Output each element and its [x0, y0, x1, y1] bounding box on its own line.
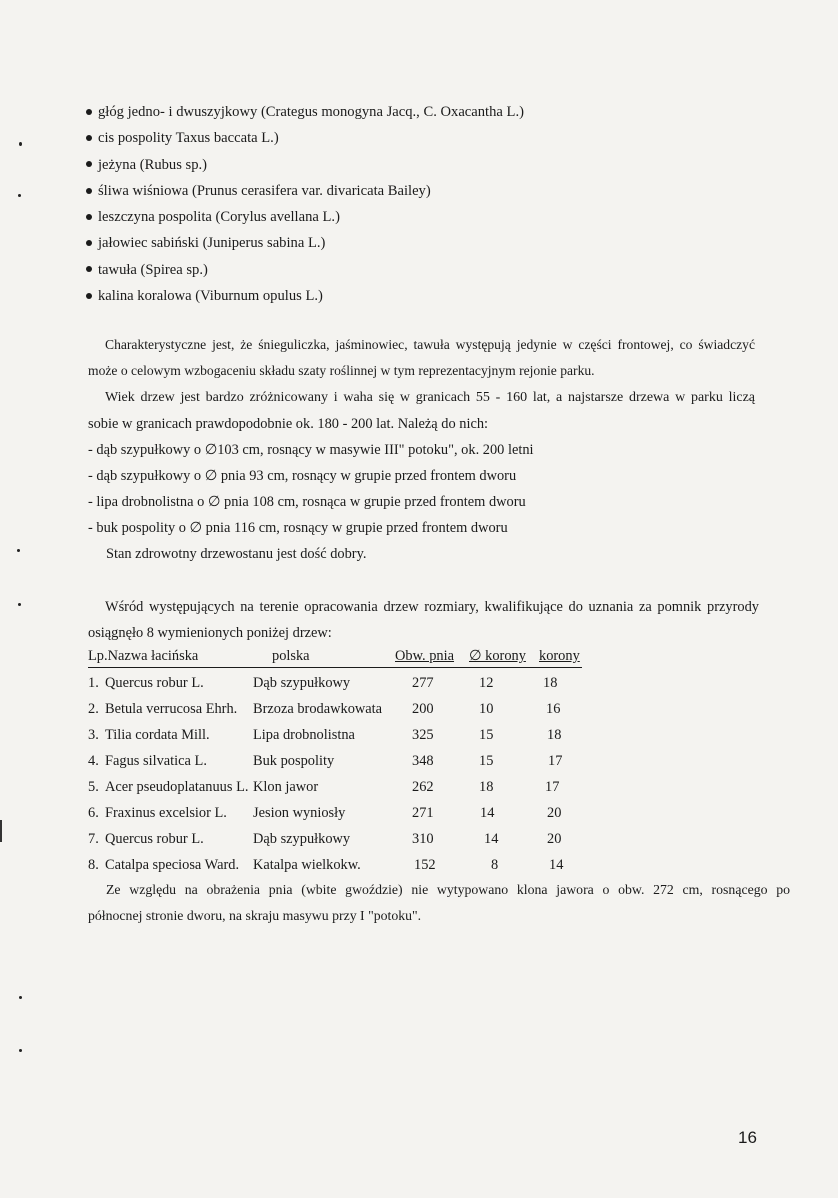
crown-diameter: 15	[479, 753, 494, 769]
scan-speck	[17, 549, 20, 552]
species-bullet-list	[86, 101, 524, 311]
polish-name: Lipa drobnolistna	[253, 727, 355, 743]
health-statement: Stan zdrowotny drzewostanu jest dość dobry.	[106, 546, 367, 562]
tree-description: - dąb szypułkowy o ∅103 cm, rosnący w masywie III" potoku", ok. 200 letni	[88, 442, 534, 458]
crown: 20	[547, 805, 562, 821]
crown-diameter: 12	[479, 675, 494, 691]
column-header-latin: Lp.Nazwa łacińska	[88, 648, 199, 664]
paragraph-line: sobie w granicach prawdopodobnie ok. 180 - 200 lat. Należą do nich:	[88, 416, 489, 432]
list-item: leszczyna pospolita (Corylus avellana L.)	[86, 206, 524, 232]
latin-name: Catalpa speciosa Ward.	[105, 857, 240, 873]
table-row	[88, 805, 608, 827]
circumference: 152	[414, 857, 436, 873]
polish-name: Brzoza brodawkowata	[253, 701, 383, 717]
circumference: 200	[412, 701, 434, 717]
paragraph-line: może o celowym wzbogaceniu składu szaty roślinnej w tym reprezentacyjnym rejonie parku.	[88, 363, 595, 378]
polish-name: Jesion wyniosły	[253, 805, 346, 821]
latin-name: Tilia cordata Mill.	[105, 727, 210, 743]
paragraph-line: północnej stronie dworu, na skraju masywu przy I "potoku".	[88, 908, 422, 923]
latin-name: Fraxinus excelsior L.	[105, 805, 227, 821]
latin-name: Fagus silvatica L.	[105, 753, 207, 769]
table-row	[88, 701, 608, 723]
page-number: 16	[738, 1128, 757, 1147]
table-row	[88, 779, 608, 801]
table-row	[88, 857, 608, 879]
row-number: 5.	[88, 779, 99, 795]
crown: 17	[548, 753, 563, 769]
circumference: 277	[412, 675, 434, 691]
latin-name: Acer pseudoplatanuus L.	[105, 779, 249, 795]
bullet-icon	[86, 109, 92, 115]
bullet-icon	[86, 266, 92, 272]
crown: 17	[545, 779, 560, 795]
scan-speck	[19, 142, 22, 146]
list-item: jeżyna (Rubus sp.)	[86, 154, 524, 180]
row-number: 6.	[88, 805, 99, 821]
list-item: kalina koralowa (Viburnum opulus L.)	[86, 285, 524, 311]
tree-description: - lipa drobnolistna o ∅ pnia 108 cm, rosnąca w grupie przed frontem dworu	[88, 494, 526, 510]
polish-name: Buk pospolity	[253, 753, 335, 769]
crown-diameter: 10	[479, 701, 494, 717]
paragraph-line: Wiek drzew jest bardzo zróżnicowany i waha się w granicach 55 - 160 lat, a najstarsze drzewa w parku liczą	[105, 390, 755, 405]
scan-speck	[18, 194, 21, 197]
circumference: 271	[412, 805, 434, 821]
list-item: śliwa wiśniowa (Prunus cerasifera var. divaricata Bailey)	[86, 180, 524, 206]
latin-name: Quercus robur L.	[105, 831, 204, 847]
latin-name: Quercus robur L.	[105, 675, 204, 691]
latin-name: Betula verrucosa Ehrh.	[105, 701, 238, 717]
polish-name: Dąb szypułkowy	[253, 675, 351, 691]
column-header-crown-diameter: ∅ korony	[469, 648, 526, 664]
list-item: głóg jedno- i dwuszyjkowy (Crategus monogyna Jacq., C. Oxacantha L.)	[86, 101, 524, 127]
scan-speck	[18, 603, 21, 606]
list-item: tawuła (Spirea sp.)	[86, 259, 524, 285]
scan-speck	[19, 996, 22, 999]
paragraph-line: Wśród występujących na terenie opracowania drzew rozmiary, kwalifikujące do uznania za pomnik przyrody	[105, 599, 759, 615]
crown: 14	[549, 857, 564, 873]
crown-diameter: 8	[491, 857, 499, 873]
table-row	[88, 727, 608, 749]
paragraph-line: Ze względu na obrażenia pnia (wbite gwoździe) nie wytypowano klona jawora o obw. 272 cm, rosnącego po	[106, 882, 790, 897]
crown: 18	[547, 727, 562, 743]
row-number: 3.	[88, 727, 99, 743]
circumference: 262	[412, 779, 434, 795]
paragraph-line: Charakterystyczne jest, że śnieguliczka, jaśminowiec, tawuła występują jedynie w części frontowej, co świadczyć	[105, 337, 755, 352]
table-header	[88, 647, 582, 668]
row-number: 1.	[88, 675, 99, 691]
column-header-polish: polska	[272, 648, 310, 664]
row-number: 2.	[88, 701, 99, 717]
row-number: 8.	[88, 857, 99, 873]
tree-description: - dąb szypułkowy o ∅ pnia 93 cm, rosnący w grupie przed frontem dworu	[88, 468, 517, 484]
crown: 20	[547, 831, 562, 847]
list-item: jałowiec sabiński (Juniperus sabina L.)	[86, 232, 524, 258]
crown-diameter: 14	[480, 805, 495, 821]
bullet-icon	[86, 293, 92, 299]
polish-name: Dąb szypułkowy	[253, 831, 351, 847]
row-number: 4.	[88, 753, 99, 769]
table-row	[88, 831, 608, 853]
bullet-icon	[86, 188, 92, 194]
bullet-icon	[86, 161, 92, 167]
table-row	[88, 675, 608, 697]
crown-diameter: 15	[479, 727, 494, 743]
crown: 18	[543, 675, 558, 691]
column-header-crown: korony	[539, 648, 580, 664]
circumference: 348	[412, 753, 434, 769]
circumference: 310	[412, 831, 434, 847]
crown-diameter: 14	[484, 831, 499, 847]
polish-name: Klon jawor	[253, 779, 319, 795]
scan-edge-mark	[0, 820, 2, 842]
tree-description: - buk pospolity o ∅ pnia 116 cm, rosnący w grupie przed frontem dworu	[88, 520, 508, 536]
table-row	[88, 753, 608, 775]
row-number: 7.	[88, 831, 99, 847]
column-header-circumference: Obw. pnia	[395, 648, 455, 664]
circumference: 325	[412, 727, 434, 743]
polish-name: Katalpa wielkokw.	[253, 857, 361, 873]
bullet-icon	[86, 214, 92, 220]
scan-speck	[19, 1049, 22, 1052]
crown-diameter: 18	[479, 779, 494, 795]
paragraph-line: osiągnęło 8 wymienionych poniżej drzew:	[88, 625, 332, 641]
bullet-icon	[86, 240, 92, 246]
bullet-icon	[86, 135, 92, 141]
crown: 16	[546, 701, 561, 717]
list-item: cis pospolity Taxus baccata L.)	[86, 127, 524, 153]
